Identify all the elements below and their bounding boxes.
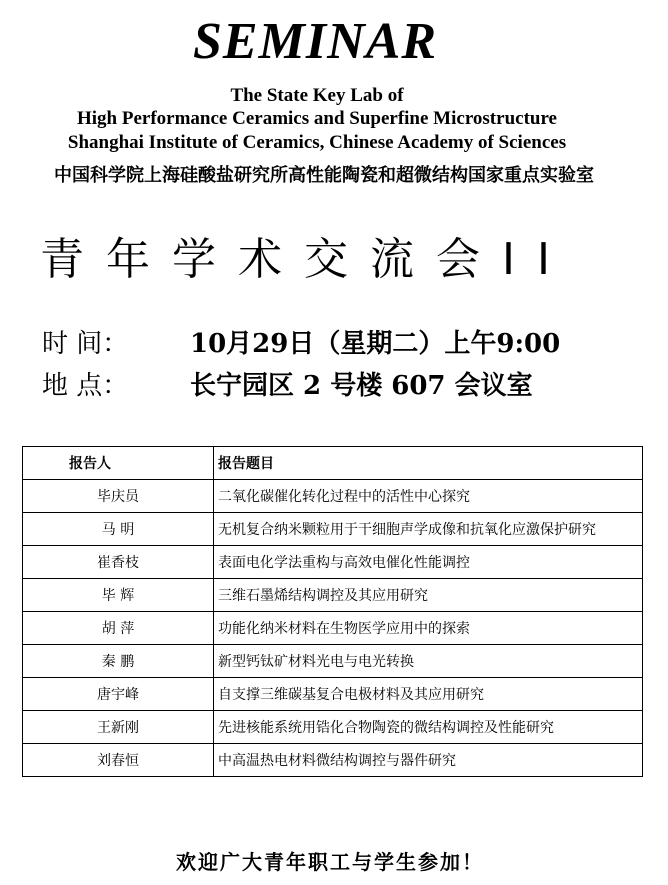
time-label: 时 间： bbox=[42, 329, 129, 359]
time-value: 10月29日（星期二）上午9:00 bbox=[190, 329, 561, 359]
welcome-message: 欢迎广大青年职工与学生参加！ bbox=[176, 850, 484, 874]
speaker-cell: 毕 辉 bbox=[23, 579, 214, 612]
table-row bbox=[23, 645, 643, 678]
speaker-cell: 王新刚 bbox=[23, 711, 214, 744]
topic-cell: 功能化纳米材料在生物医学应用中的探索 bbox=[214, 612, 643, 645]
speaker-column-header: 报告人 bbox=[23, 447, 214, 480]
lab-name-chinese: 中国科学院上海硅酸盐研究所高性能陶瓷和超微结构国家重点实验室 bbox=[54, 165, 594, 186]
table-row bbox=[23, 678, 643, 711]
table-row bbox=[23, 612, 643, 645]
event-place-row bbox=[42, 368, 533, 404]
topic-cell: 三维石墨烯结构调控及其应用研究 bbox=[214, 579, 643, 612]
place-value: 长宁园区 2 号楼 607 会议室 bbox=[190, 371, 533, 401]
lab-name-line2: High Performance Ceramics and Superfine Microstructure bbox=[76, 108, 557, 129]
speaker-cell: 毕庆员 bbox=[23, 480, 214, 513]
topic-cell: 自支撑三维碳基复合电极材料及其应用研究 bbox=[214, 678, 643, 711]
institute-name: Shanghai Institute of Ceramics, Chinese Academy of Sciences bbox=[67, 132, 567, 153]
event-title: 青年学术交流会II bbox=[40, 234, 572, 285]
table-header-row bbox=[23, 447, 643, 480]
event-time-row bbox=[42, 326, 560, 362]
seminar-title: SEMINAR bbox=[193, 13, 437, 70]
speaker-cell: 胡 萍 bbox=[23, 612, 214, 645]
table-row bbox=[23, 480, 643, 513]
topic-cell: 先进核能系统用锆化合物陶瓷的微结构调控及性能研究 bbox=[214, 711, 643, 744]
topic-cell: 新型钙钛矿材料光电与电光转换 bbox=[214, 645, 643, 678]
place-label: 地 点： bbox=[42, 371, 129, 401]
speaker-cell: 崔香枝 bbox=[23, 546, 214, 579]
table-row bbox=[23, 711, 643, 744]
table-row bbox=[23, 744, 643, 777]
lab-name-line1: The State Key Lab of bbox=[230, 85, 404, 106]
topic-cell: 无机复合纳米颗粒用于干细胞声学成像和抗氧化应激保护研究 bbox=[214, 513, 643, 546]
talks-table bbox=[22, 446, 643, 777]
topic-cell: 二氧化碳催化转化过程中的活性中心探究 bbox=[214, 480, 643, 513]
speaker-cell: 秦 鹏 bbox=[23, 645, 214, 678]
speaker-cell: 唐宇峰 bbox=[23, 678, 214, 711]
topic-cell: 表面电化学法重构与高效电催化性能调控 bbox=[214, 546, 643, 579]
table-row bbox=[23, 513, 643, 546]
topic-column-header: 报告题目 bbox=[214, 447, 643, 480]
topic-cell: 中高温热电材料微结构调控与器件研究 bbox=[214, 744, 643, 777]
table-row bbox=[23, 579, 643, 612]
speaker-cell: 马 明 bbox=[23, 513, 214, 546]
speaker-cell: 刘春恒 bbox=[23, 744, 214, 777]
table-row bbox=[23, 546, 643, 579]
